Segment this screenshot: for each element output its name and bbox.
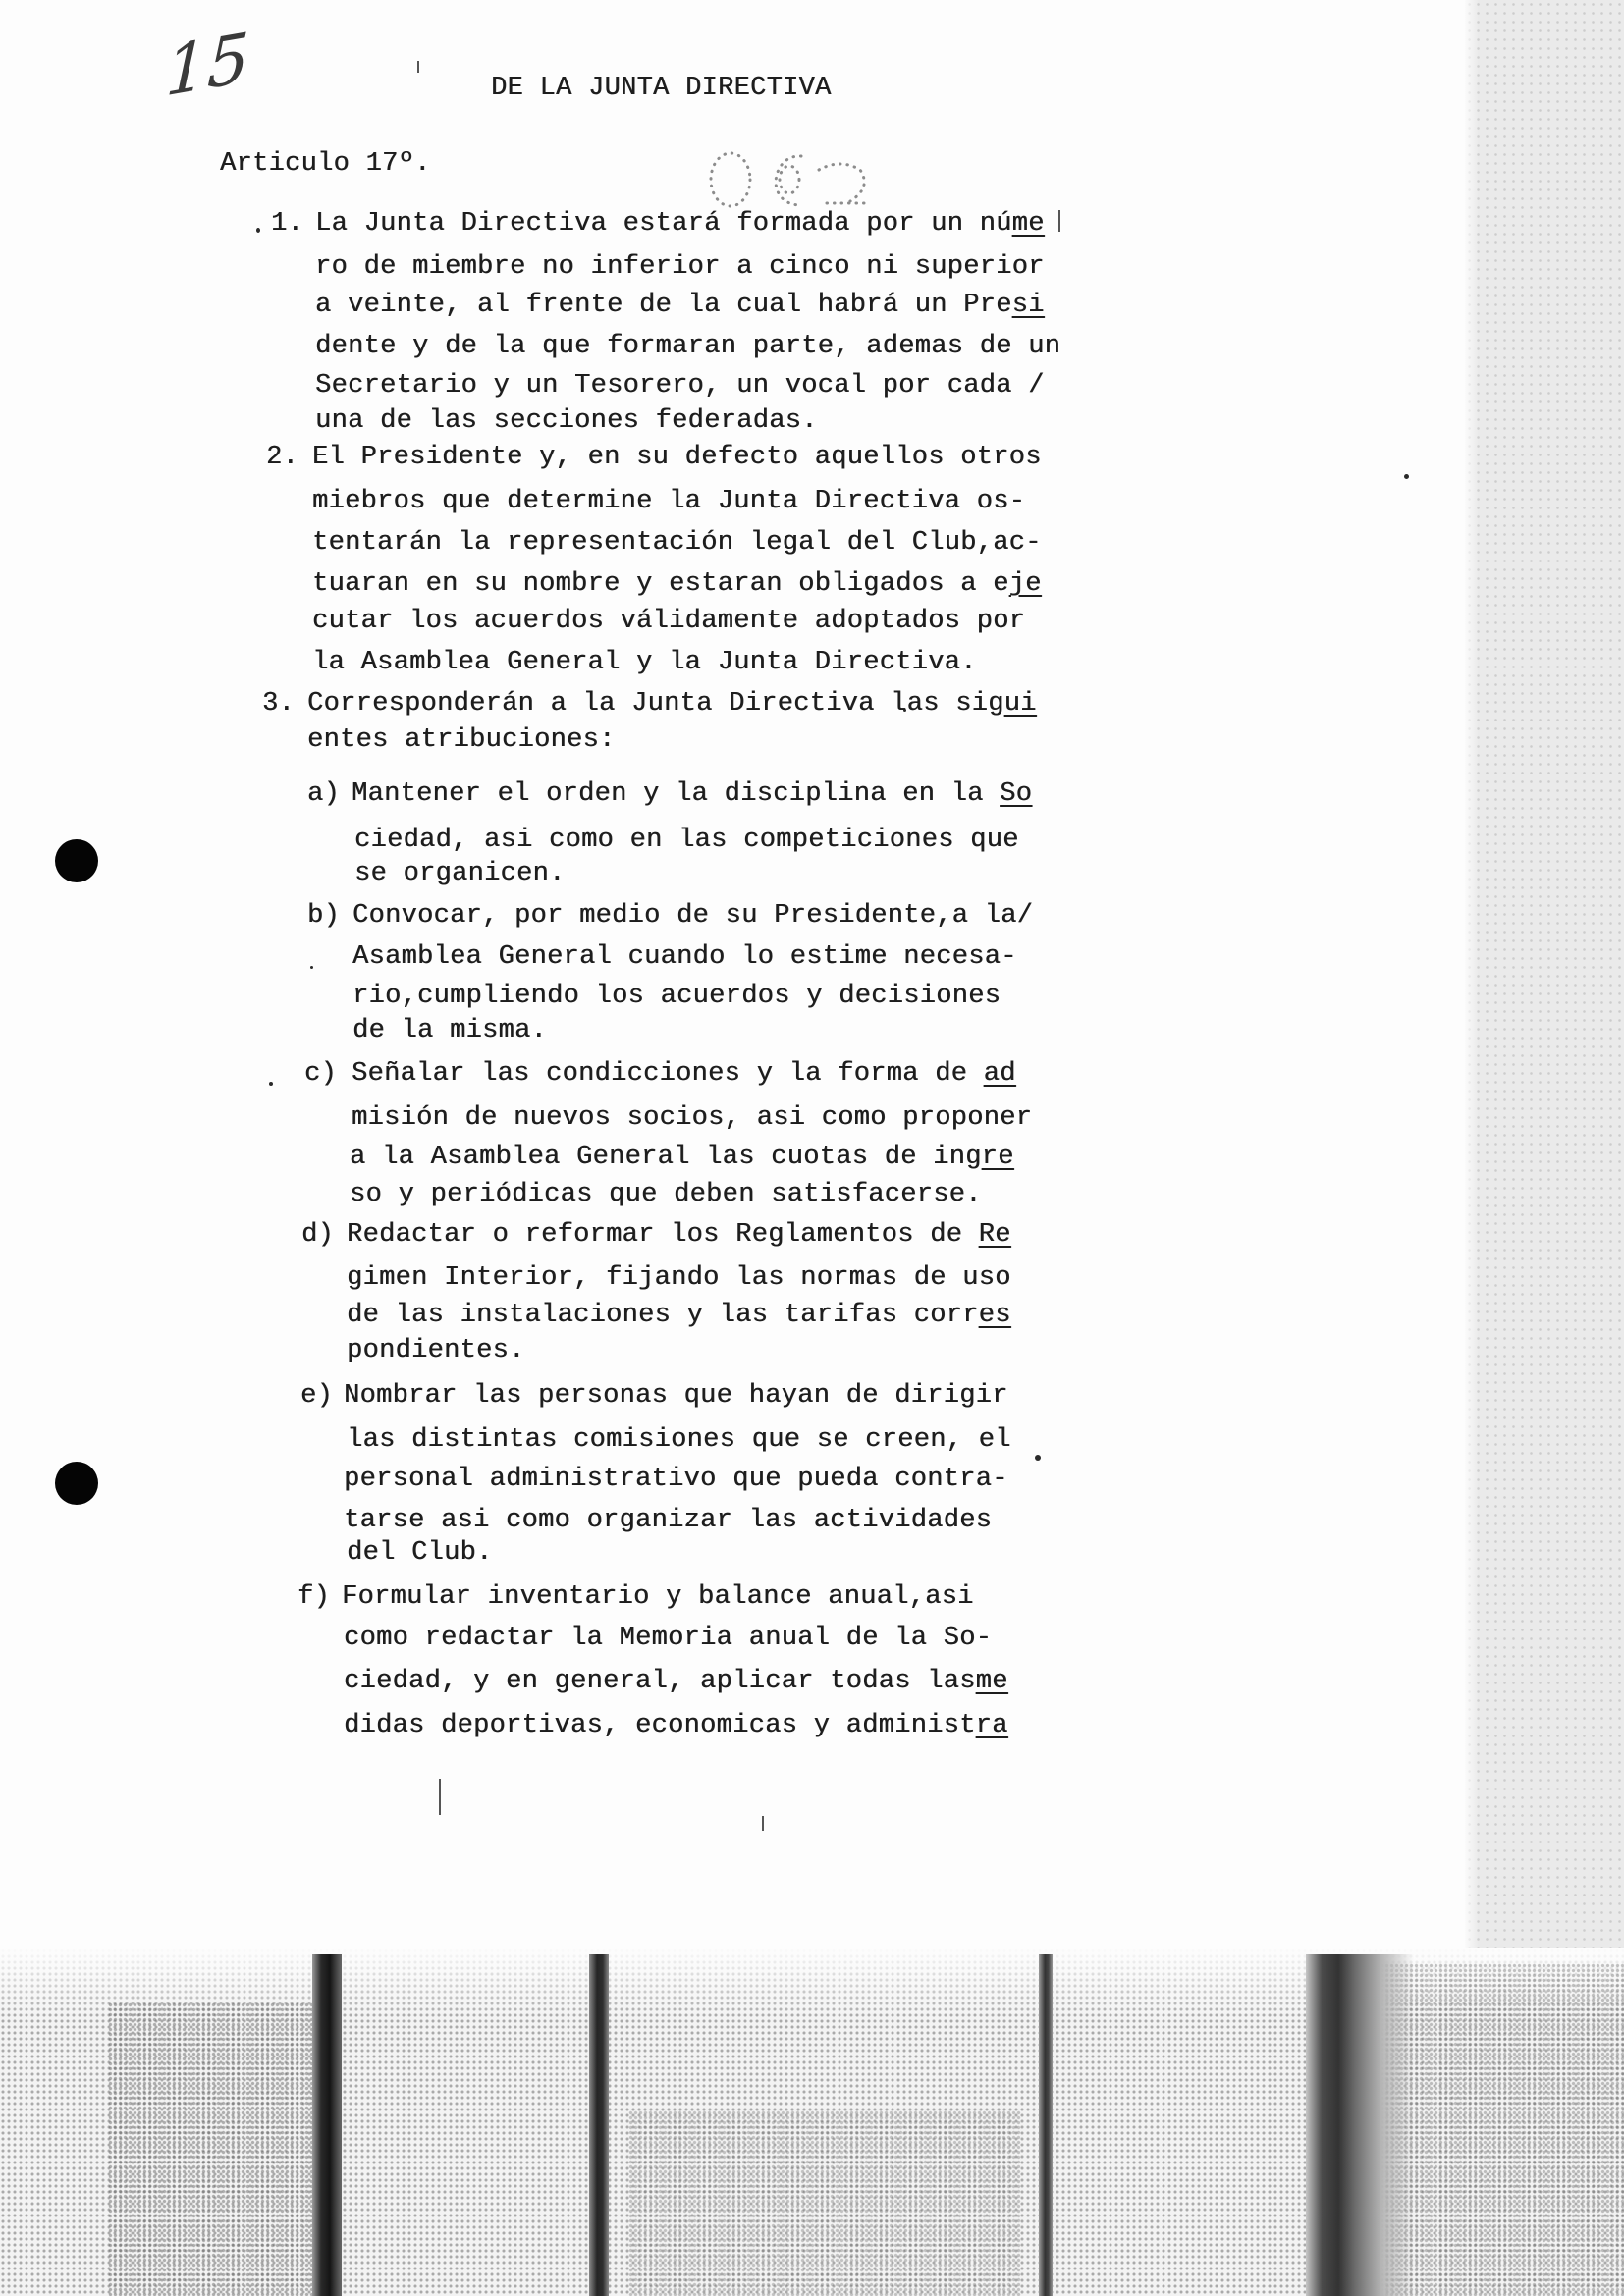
- underlined-syllable: je: [1008, 569, 1042, 599]
- text-run: La Junta Directiva estará formada por un nú: [315, 209, 1012, 239]
- text-line: personal administrativo que pueda contra-: [344, 1465, 1008, 1494]
- text-line: [315, 291, 1045, 320]
- text-run: de las instalaciones y las tarifas corr: [347, 1301, 979, 1330]
- scan-bar: [1306, 1954, 1414, 2296]
- scan-mark: [762, 1816, 764, 1831]
- text-run: Redactar o reformar los Reglamentos de: [347, 1220, 979, 1250]
- article-heading: Articulo 17º.: [220, 149, 431, 179]
- text-line: [307, 689, 1037, 719]
- text-line: se organicen.: [354, 859, 566, 888]
- subitem-marker: c): [304, 1059, 338, 1089]
- scan-bar: [589, 1954, 609, 2296]
- text-line: miebros que determine la Junta Directiva os-: [312, 487, 1026, 516]
- subitem-marker: a): [307, 779, 341, 809]
- text-line: [352, 1059, 1016, 1089]
- section-title: DE LA JUNTA DIRECTIVA: [491, 74, 832, 103]
- text-line: El Presidente y, en su defecto aquellos otros: [312, 443, 1042, 472]
- text-line: Convocar, por medio de su Presidente,a la/: [352, 901, 1034, 931]
- text-line: [352, 779, 1032, 809]
- punch-hole: [55, 1462, 98, 1505]
- punch-hole: [55, 839, 98, 882]
- text-line: Secretario y un Tesorero, un vocal por cada /: [315, 371, 1045, 400]
- text-line: las distintas comisiones que se creen, el: [347, 1425, 1011, 1455]
- underlined-syllable: si: [1011, 291, 1045, 320]
- text-line: como redactar la Memoria anual de la So-: [344, 1624, 993, 1653]
- scan-mark: [417, 61, 419, 73]
- text-line: de la misma.: [352, 1016, 548, 1045]
- text-line: la Asamblea General y la Junta Directiva.: [312, 648, 977, 677]
- text-run: a veinte, al frente de la cual habrá un Pre: [315, 291, 1012, 320]
- text-line: Formular inventario y balance anual,asi: [342, 1582, 974, 1612]
- underlined-syllable: re: [981, 1143, 1014, 1172]
- text-run: Señalar las condicciones y la forma de: [352, 1059, 984, 1089]
- scan-texture-patch: [628, 2110, 1021, 2296]
- text-line: pondientes.: [347, 1336, 525, 1365]
- scan-texture-patch: [108, 2002, 314, 2296]
- underlined-syllable: ra: [975, 1711, 1008, 1740]
- scan-mark: [1058, 210, 1060, 232]
- underlined-syllable: ui: [1003, 689, 1037, 719]
- underlined-syllable: So: [1000, 779, 1033, 809]
- text-line: entes atribuciones:: [307, 725, 616, 755]
- subitem-marker: d): [301, 1220, 335, 1250]
- item-marker: 3.: [262, 689, 296, 719]
- text-line: [350, 1143, 1014, 1172]
- text-run: tuaran en su nombre y estaran obligados a e: [312, 569, 1009, 599]
- subitem-marker: b): [307, 901, 341, 931]
- underlined-syllable: Re: [978, 1220, 1011, 1250]
- text-line: Nombrar las personas que hayan de dirigir: [344, 1381, 1008, 1411]
- speck: [310, 966, 313, 969]
- subitem-marker: e): [300, 1381, 334, 1411]
- text-line: [344, 1711, 1008, 1740]
- stamp-mark: [703, 142, 875, 219]
- speck: [269, 1082, 273, 1086]
- text-line: [347, 1301, 1011, 1330]
- item-marker: 2.: [266, 443, 299, 472]
- text-run: ciedad, y en general, aplicar todas las: [344, 1667, 976, 1696]
- text-line: dente y de la que formaran parte, ademas de un: [315, 332, 1061, 361]
- speck: [1035, 1455, 1041, 1461]
- text-line: ciedad, asi como en las competiciones que: [354, 826, 1019, 855]
- text-run: Corresponderán a la Junta Directiva las sig: [307, 689, 1004, 719]
- text-line: gimen Interior, fijando las normas de uso: [347, 1263, 1011, 1293]
- item-marker: 1.: [271, 209, 304, 239]
- speck: [256, 228, 260, 233]
- text-line: tarse asi como organizar las actividades: [344, 1506, 993, 1535]
- text-line: misión de nuevos socios, asi como proponer: [352, 1103, 1033, 1133]
- text-line: tentarán la representación legal del Club,ac-: [312, 528, 1042, 558]
- scan-mark: [439, 1779, 441, 1815]
- text-line: so y periódicas que deben satisfacerse.: [350, 1180, 982, 1209]
- underlined-syllable: es: [978, 1301, 1011, 1330]
- text-run: didas deportivas, economicas y administ: [344, 1711, 976, 1740]
- text-line: rio,cumpliendo los acuerdos y decisiones: [352, 982, 1001, 1011]
- text-line: Asamblea General cuando lo estime necesa-: [352, 942, 1017, 972]
- text-line: [315, 209, 1045, 239]
- text-line: [347, 1220, 1011, 1250]
- underlined-syllable: ad: [983, 1059, 1016, 1089]
- text-run: Mantener el orden y la disciplina en la: [352, 779, 1001, 809]
- subitem-marker: f): [298, 1582, 331, 1612]
- text-line: del Club.: [347, 1538, 493, 1568]
- text-line: cutar los acuerdos válidamente adoptados por: [312, 607, 1026, 636]
- scan-bar: [1039, 1954, 1053, 2296]
- text-line: ro de miembre no inferior a cinco ni superior: [315, 252, 1045, 282]
- speck: [1404, 474, 1409, 479]
- handwritten-page-number: 15: [164, 18, 251, 113]
- underlined-syllable: me: [975, 1667, 1008, 1696]
- underlined-syllable: me: [1011, 209, 1045, 239]
- text-run: a la Asamblea General las cuotas de ing: [350, 1143, 982, 1172]
- text-line: una de las secciones federadas.: [315, 406, 818, 436]
- text-line: [344, 1667, 1008, 1696]
- text-line: [312, 569, 1042, 599]
- scan-bar: [312, 1954, 342, 2296]
